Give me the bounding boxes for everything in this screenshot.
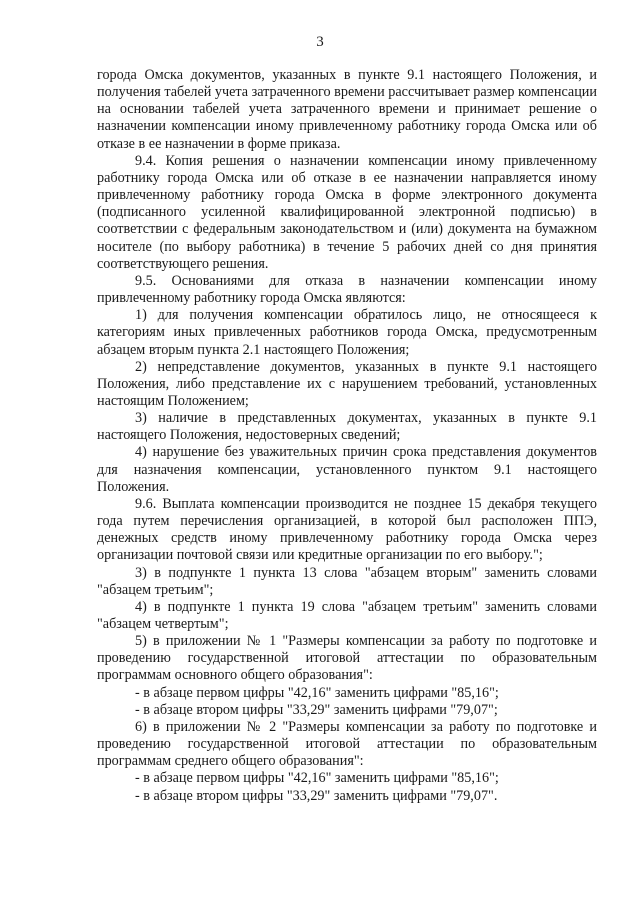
amendment-item-3: 3) в подпункте 1 пункта 13 слова "абзацем вторым" заменить словами "абзацем третьим"; bbox=[97, 564, 597, 598]
amendment-item-5: 5) в приложении № 1 "Размеры компенсации за работу по подготовке и проведению государственной итоговой аттестации по образовательным программам основного общего образования": bbox=[97, 633, 597, 684]
amendment-item-4: 4) в подпункте 1 пункта 19 слова "абзацем третьим" заменить словами "абзацем четвертым"; bbox=[97, 598, 597, 632]
amendment-item-5-dash-2: - в абзаце втором цифры "33,29" заменить цифрами "79,07"; bbox=[135, 701, 498, 718]
paragraph-9-4: 9.4. Копия решения о назначении компенсации иному привлеченному работнику города Омска или об отказе в ее назначении направляется иному привлеченному работнику города Омска в форме электронного документа (подписанного усиленной квалифицированной электронной подписью) в соответствии с федеральным законодательством и (или) документа на бумажном носителе (по выбору работника) в течение 5 рабочих дней со дня принятия соответствующего решения. bbox=[97, 152, 597, 272]
amendment-item-6: 6) в приложении № 2 "Размеры компенсации за работу по подготовке и проведению государственной итоговой аттестации по образовательным программам среднего общего образования": bbox=[97, 718, 597, 770]
amendment-item-5-dash-1: - в абзаце первом цифры "42,16" заменить цифрами "85,16"; bbox=[135, 684, 499, 701]
paragraph-9-5-item-2: 2) непредставление документов, указанных в пункте 9.1 настоящего Положения, либо представление их с нарушением требований, установленных настоящим Положением; bbox=[97, 358, 597, 409]
paragraph-9-5-item-3: 3) наличие в представленных документах, указанных в пункте 9.1 настоящего Положения, недостоверных сведений; bbox=[97, 410, 597, 444]
paragraph-continuation: города Омска документов, указанных в пункте 9.1 настоящего Положения, и получения табелей учета затраченного времени рассчитывает размер компенсации на основании табелей учета затраченного времени и принимает решение о назначении компенсации иному привлеченному работнику города Омска или об отказе в ее назначении в форме приказа. bbox=[97, 67, 597, 152]
document-body bbox=[97, 67, 597, 805]
paragraph-9-6: 9.6. Выплата компенсации производится не позднее 15 декабря текущего года путем перечисления организацией, в которой был расположен ППЭ, денежных средств иному привлеченному работнику города Омска через организации почтовой связи или кредитные организации по его выбору."; bbox=[97, 495, 597, 564]
paragraph-9-5-item-4: 4) нарушение без уважительных причин срока представления документов для назначения компенсации, установленного пунктом 9.1 настоящего Положения. bbox=[97, 444, 597, 495]
paragraph-9-5-item-1: 1) для получения компенсации обратилось лицо, не относящееся к категориям иных привлеченных работников города Омска, предусмотренным абзацем вторым пункта 2.1 настоящего Положения; bbox=[97, 307, 597, 358]
paragraph-9-5: 9.5. Основаниями для отказа в назначении компенсации иному привлеченному работнику города Омска являются: bbox=[97, 272, 597, 307]
page-number: 3 bbox=[316, 34, 324, 50]
amendment-item-6-dash-1: - в абзаце первом цифры "42,16" заменить цифрами "85,16"; bbox=[135, 770, 499, 787]
amendment-item-6-dash-2: - в абзаце втором цифры "33,29" заменить цифрами "79,07". bbox=[135, 787, 498, 804]
